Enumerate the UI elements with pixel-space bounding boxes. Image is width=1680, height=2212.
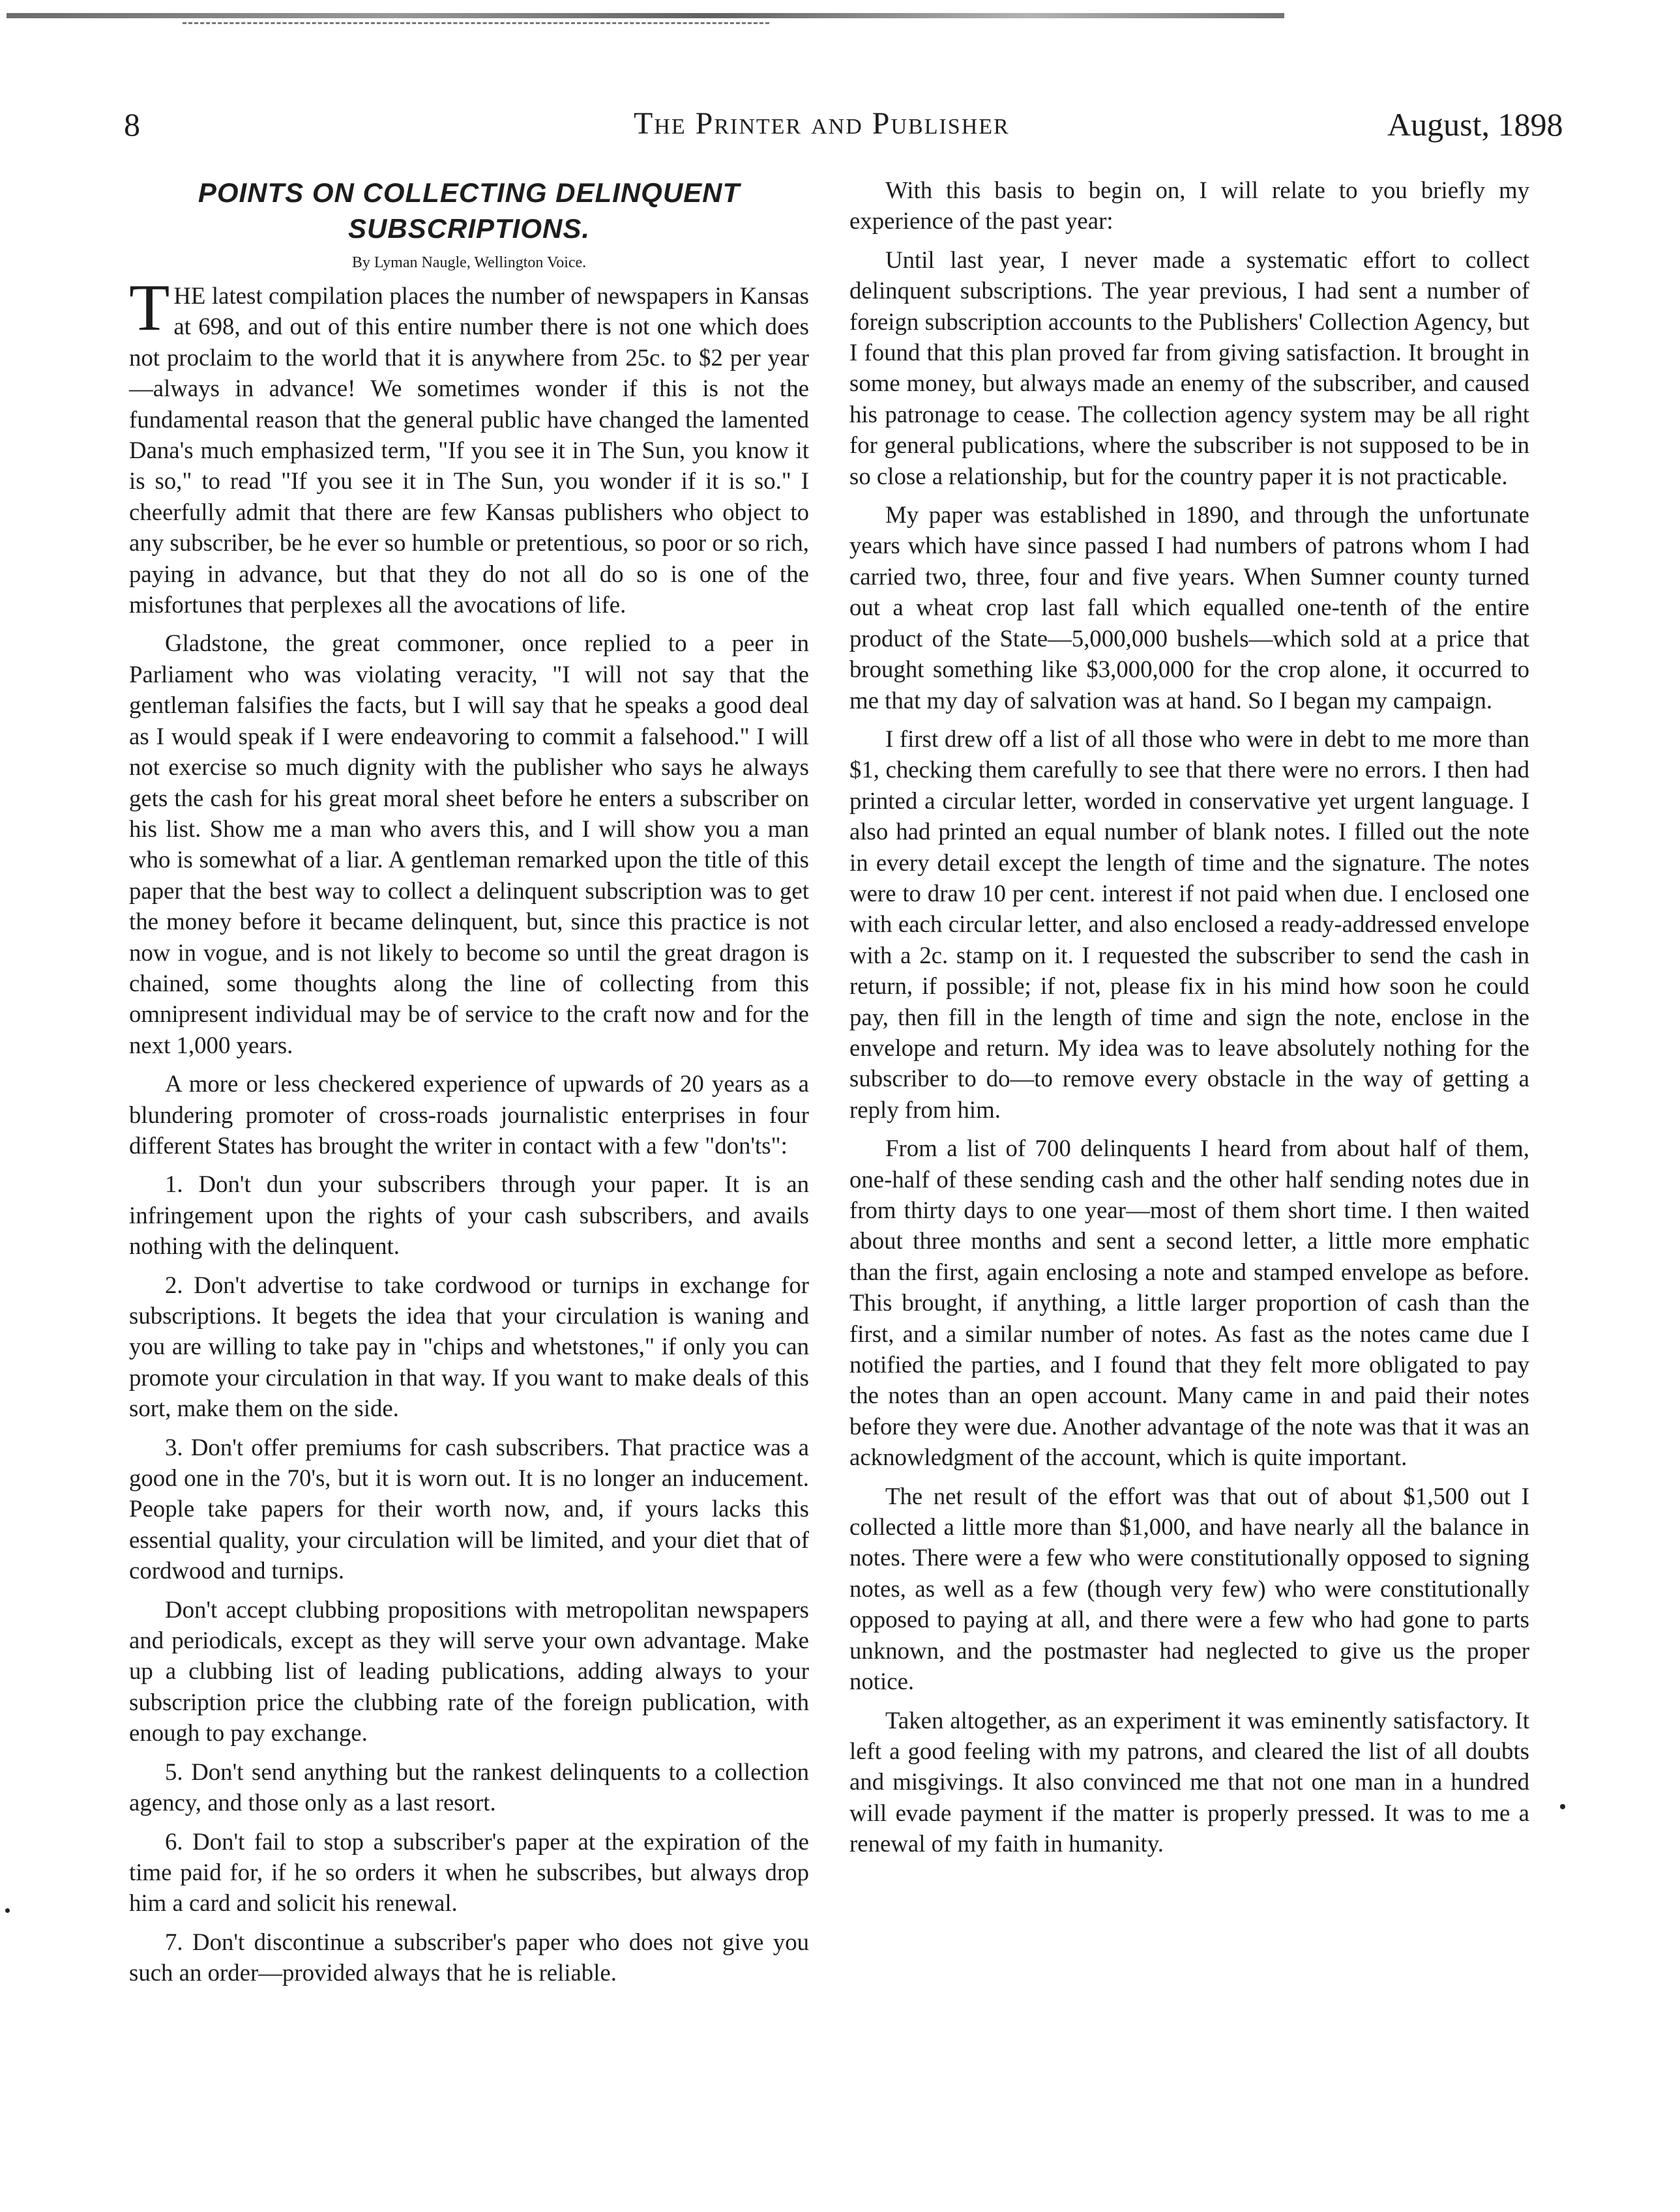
paragraph: 5. Don't send anything but the rankest delinquents to a collection agency, and those only as a last resort. bbox=[129, 1758, 809, 1816]
paragraph: 1. Don't dun your subscribers through your paper. It is an infringement upon the rights of your cash subscribers, and avails nothing with the delinquent. bbox=[129, 1171, 809, 1260]
running-head-title: The Printer and Publisher bbox=[634, 106, 1010, 141]
paragraph-text: HE latest compilation places the number of newspapers in Kansas at 698, and out of this entire number there is not one which does not proclaim to the world that it is anywhere from 25c. to $2 per year—always in advance! We sometimes wonder if this is not the fundamental reason that the general public have changed the lamented Dana's much emphasized term, "If you see it in The Sun, you know it is so," to read "If you see it in The Sun, you wonder if it is so." I cheerfully admit that there are few Kansas publishers who object to any subscriber, be he ever so humble or pretentious, so poor or so rich, paying in advance, but that they do not all do so is one of the misfortunes that perplexes all the avocations of life. bbox=[129, 282, 809, 618]
drop-cap: T bbox=[129, 271, 170, 345]
paragraph: Gladstone, the great commoner, once replied to a peer in Parliament who was violating veracity, "I will not say that the gentleman falsifies the facts, but I will say that he speaks a good deal as I would speak if I were endeavoring to commit a falsehood." I will not exercise so much dignity with the publisher who says he always gets the cash for his great moral sheet before he enters a subscriber on his list. Show me a man who avers this, and I will show you a man who is somewhat of a liar. A gentleman remarked upon the title of this paper that the best way to collect a delinquent subscription was to get the money before it became delinquent, but, since this practice is not now in vogue, and is not likely to become so until the great dragon is chained, some thoughts along the line of collecting from this omnipresent individual may be of service to the craft now and for the next 1,000 years. bbox=[129, 630, 809, 1058]
scan-speck bbox=[1560, 1804, 1565, 1809]
scan-speck bbox=[5, 1908, 10, 1913]
article-headline bbox=[129, 175, 809, 246]
paragraph: 7. Don't discontinue a subscriber's paper who does not give you such an order—provided always that he is reliable. bbox=[129, 1928, 809, 1986]
paragraph: Until last year, I never made a systematic effort to collect delinquent subscriptions. The year previous, I had sent a number of foreign subscription accounts to the Publishers' Collection Agency, but I found that this plan proved far from giving satisfaction. It brought in some money, but always made an enemy of the subscriber, and caused his patronage to cease. The collection agency system may be all right for general publications, where the subscriber is not supposed to be in so close a relationship, but for the country paper it is not practicable. bbox=[849, 246, 1529, 489]
issue-date: August, 1898 bbox=[1387, 106, 1563, 143]
paragraph: My paper was established in 1890, and through the unfortunate years which have since passed I had numbers of patrons whom I had carried two, three, four and five years. When Sumner county turned out a wheat crop last fall which equalled one-tenth of the entire product of the State—5,000,000 bushels—which sold at a price that brought something like $3,000,000 for the crop alone, it occurred to me that my day of salvation was at hand. So I began my campaign. bbox=[849, 501, 1529, 714]
paragraph: The net result of the effort was that out of about $1,500 out I collected a little more than $1,000, and have nearly all the balance in notes. There were a few who were constitutionally opposed to signing notes, as well as a few (though very few) who were constitutionally opposed to paying at all, and there were a few who had gone to parts unknown, and the postmaster had neglected to give us the proper notice. bbox=[849, 1482, 1529, 1695]
paragraph: With this basis to begin on, I will relate to you briefly my experience of the past year: bbox=[849, 177, 1529, 235]
paragraph: 2. Don't advertise to take cordwood or turnips in exchange for subscriptions. It begets the idea that your circulation is waning and you are willing to take pay in "chips and whetstones," if only you can promote your circulation in that way. If you want to make deals of this sort, make them on the side. bbox=[129, 1271, 809, 1422]
paragraph: 6. Don't fail to stop a subscriber's paper at the expiration of the time paid for, if he so orders it when he subscribes, but always drop him a card and solicit his renewal. bbox=[129, 1827, 809, 1917]
paragraph: A more or less checkered experience of upwards of 20 years as a blundering promoter of cross-roads journalistic enterprises in four different States has brought the writer in contact with a few "don'ts": bbox=[129, 1070, 809, 1159]
scan-artifact-dash bbox=[183, 22, 769, 26]
headline-line-2: SUBSCRIPTIONS. bbox=[347, 213, 591, 244]
paragraph: From a list of 700 delinquents I heard from about half of them, one-half of these sending cash and the other half sending notes due in from thirty days to one year—most of them short time. I then waited about three months and sent a second letter, a little more emphatic than the first, again enclosing a note and stamped envelope as before. This brought, if anything, a little larger proportion of cash than the first, and a similar number of notes. As fast as the notes came due I notified the parties, and I found that they felt more obligated to pay the notes than an open account. Many came in and paid their notes before they were due. Another advantage of the note was that it was an acknowledgment of the account, which is quite important. bbox=[849, 1135, 1529, 1471]
paragraph: Don't accept clubbing propositions with metropolitan newspapers and periodicals, except as they will serve your own advantage. Make up a clubbing list of leading publications, adding always to your subscription price the clubbing rate of the foreign publication, with enough to pay exchange. bbox=[129, 1595, 809, 1747]
paragraph: I first drew off a list of all those who were in debt to me more than $1, checking them carefully to see that there were no errors. I then had printed a circular letter, worded in conservative yet urgent language. I also had printed an equal number of blank notes. I filled out the note in every detail except the length of time and the signature. The notes were to draw 10 per cent. interest if not paid when due. I enclosed one with each circular letter, and also enclosed a ready-addressed envelope with a 2c. stamp on it. I requested the subscriber to send the cash in return, if possible; if not, please fix in his mind how soon he could pay, then fill in the length of time and sign the note, enclose in the envelope and return. My idea was to leave absolutely nothing for the subscriber to do—to remove every obstacle in the way of getting a reply from him. bbox=[849, 725, 1529, 1123]
page-number: 8 bbox=[124, 106, 140, 143]
paragraph: 3. Don't offer premiums for cash subscribers. That practice was a good one in the 70's, but it is worn out. It is no longer an inducement. People take papers for their worth now, and, if yours lacks this essential quality, your circulation will be limited, and your diet that of cordwood and turnips. bbox=[129, 1433, 809, 1584]
paragraph bbox=[129, 271, 809, 620]
byline: By Lyman Naugle, Wellington Voice. bbox=[351, 254, 587, 271]
paragraph: Taken altogether, as an experiment it was eminently satisfactory. It left a good feeling with my patrons, and cleared the list of all doubts and misgivings. It also convinced me that not one man in a hundred will evade payment if the matter is properly pressed. It was to me a renewal of my faith in humanity. bbox=[849, 1706, 1529, 1857]
left-column bbox=[129, 175, 809, 1996]
headline-line-1: POINTS ON COLLECTING DELINQUENT bbox=[198, 177, 741, 208]
right-column bbox=[849, 175, 1529, 1867]
scan-artifact-top bbox=[7, 13, 1284, 18]
